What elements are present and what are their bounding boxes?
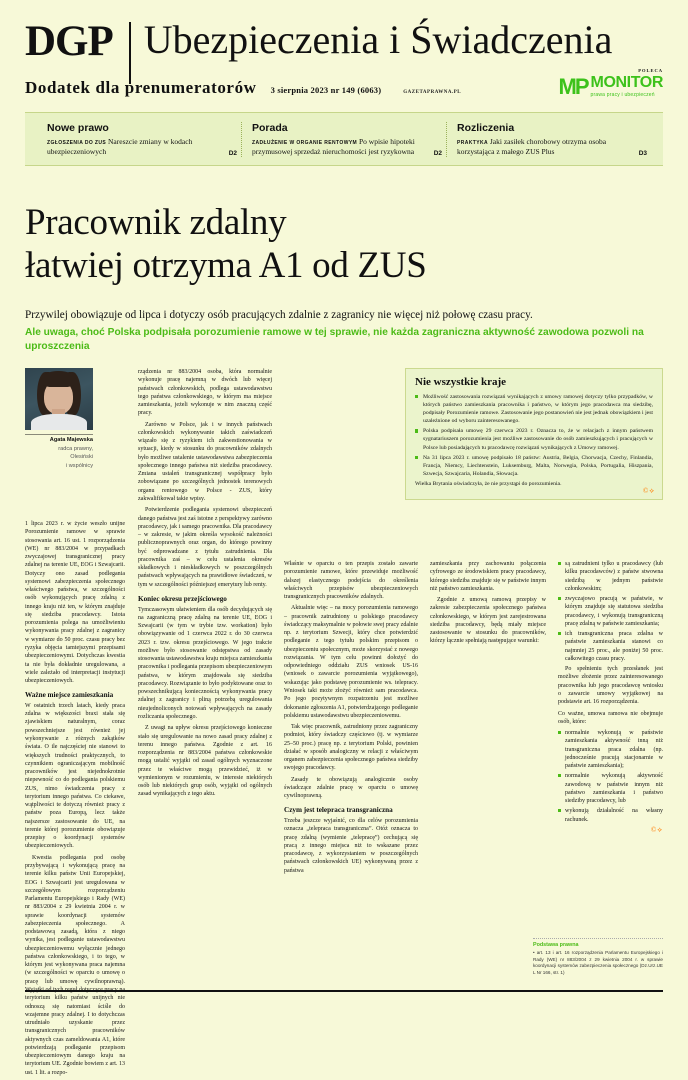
end-mark-icon: ©⟡ bbox=[643, 487, 655, 496]
teaser-page-ref: D3 bbox=[638, 150, 647, 158]
exclusions-list bbox=[558, 729, 663, 824]
paragraph: Potwierdzenie podlegania systemowi ubezpieczeń danego państwa jest zaś istotne z perspektywy zarówno pracodawcy, jak i samego pracownika. Dla pracodawcy – w zakresie, w jakim określa wysokość należności publicznoprawnych oraz organ, do którego powinny być odprowadzane z tytułu zatrudnienia. Dla pracownika zaś – w celu ustalenia okresów składkowych i nieskładkowych w poszczególnych państwach wpływających na prawidłowe świadczeń, w tym w szczególności późniejszej emerytury lub renty. bbox=[138, 507, 272, 588]
author-role-2: Olesiński bbox=[70, 454, 93, 461]
teaser-heading: Nowe prawo bbox=[47, 122, 109, 134]
article-column-4 bbox=[430, 560, 546, 649]
teaser-kicker: ZADŁUŻENIE W ORGANIE RENTOWYM bbox=[252, 140, 358, 146]
list-item bbox=[415, 454, 653, 478]
promo-name: MONITOR bbox=[590, 74, 663, 91]
article-column-2 bbox=[138, 368, 272, 802]
footer-rule bbox=[25, 990, 663, 992]
promo-label: POLECA bbox=[638, 68, 663, 73]
author-divider bbox=[25, 434, 93, 435]
teaser-item[interactable] bbox=[37, 122, 241, 157]
bullet-icon bbox=[558, 597, 561, 600]
article-column-1-text bbox=[25, 520, 125, 1080]
list-item-text: są zatrudnieni tylko u pracodawcy (lub kilku pracodawców) z państw stwowna siedzibą w jednym państwie członkowskim; bbox=[565, 561, 663, 592]
bullet-icon bbox=[558, 562, 561, 565]
promo-tagline: prawa pracy i ubezpieczeń bbox=[590, 92, 655, 98]
list-item bbox=[415, 393, 653, 425]
author-avatar bbox=[25, 368, 93, 430]
paragraph: zamieszkania przy zachowaniu połączenia cyfrowego ze środowiskiem pracy pracodawcy, którego siedziba znajduje się w państwie innym niż państwo zamieszkania. bbox=[430, 561, 546, 592]
article-column-5 bbox=[558, 560, 663, 836]
mp-logo-icon: MP bbox=[558, 73, 588, 99]
teaser-body bbox=[457, 137, 641, 157]
sidebox-list bbox=[415, 393, 653, 488]
paragraph: Tak więc pracownik, zatrudniony przez zagraniczny podmiot, który świadczy częściowo (tj. w wymiarze 25–50 proc.) pracę np. z terytorium Polski, powinien działać w sposób analogiczny w relacji z właściwym organem zabezpieczenia społecznego państwa siedziby swojego pracodawcy. bbox=[284, 724, 418, 772]
teaser-body bbox=[252, 137, 436, 157]
teaser-text: Nareszcie zmiany w kodach ubezpieczeniowych bbox=[47, 137, 193, 157]
list-item bbox=[558, 595, 663, 628]
teaser-item[interactable] bbox=[241, 122, 446, 157]
paragraph: Z uwagi na upływ okresu przejściowego konieczne stało się uregulowanie na nowo zasad pracy zdalnej z terenu innego państwa. Zgodnie z art. 16 rozporządzenia nr 883/2004 państwa członkowskie mogą ustalić wyjątki od zasad ogólnych wyznaczone przez te właściwe mogą przewidzieć, iż w wymienionym w rozumieniu, w interesie niektórych osób lub niektórych grup osób, wyjątki od ogólnych zasad wynikających z tego aktu. bbox=[138, 725, 272, 798]
paragraph: Tymczasowym ułatwieniem dla osób decydujących się na zagraniczną pracę zdalną na terenie UE, EOG i Szwajcarii (w tym w trybie tzw. workation) było obowiązywanie od 1 czerwca 2022 r. do 30 czerwca 2023 r. tzw. okresu przejściowego. W jego trakcie możliwe było stosowanie odstępstwa od zasady stosowania ustawodawstwa kraju miejsca zamieszkania pracownika i podlegania przepisom ubezpieczeniowym państwa, w którym znajdowała się siedziba pracodawcy. Rozwiązanie to było podyktowane oraz to powszechnikującą koniecznością wykonywania pracy zdalnej z zagranicy i pliną potrzebą uregulowania nieujednoliconych notowań wpływających na zasady rozliczania społecznego. bbox=[138, 606, 272, 720]
article-lede-highlight: Ale uwaga, choć Polska podpisała porozumienie ramowe w tej sprawie, nie każda zagraniczna aktywność zawodowa pozwoli na uproszczenia bbox=[25, 326, 644, 353]
list-item-text: Polska podpisała umowę 29 czerwca 2023 r. Oznacza to, że w relacjach z innym państwem sygnatariuszem porozumienia jest możliwe zastosowanie do osób zamieszkujących i pracujących w Polsce lub posiadających tu pracodawcę rozwiązań wynikających z Umowy ramowej. bbox=[423, 428, 653, 451]
article-column-1 bbox=[25, 368, 125, 470]
masthead-subline bbox=[25, 78, 461, 98]
list-item-text: zwyczajowo pracują w państwie, w którym znajduje się statutowa siedziba pracodawcy, i wykonują transgraniczną pracę zdalną w państwie zamieszkania; bbox=[565, 596, 663, 627]
list-item-text: ich transgraniczna praca zdalna w państwie zamieszkania stanowi co najmniej 25 proc., ale poniżej 50 proc. całkowitego czasu pracy. bbox=[565, 631, 663, 662]
bullet-icon bbox=[558, 632, 561, 635]
bullet-icon bbox=[558, 774, 561, 777]
subheading: Koniec okresu przejściowego bbox=[138, 594, 227, 603]
paragraph: Zgodnie z umową ramową przepisy w zakresie zabezpieczenia społecznego państwa członkowskiego, w którym jest zarejestrowana siedziba pracodawcy, będą miały miejsce zastosowanie w stosunku do pracowników, którzy łącznie spełniają następujące warunki: bbox=[430, 597, 546, 645]
author-role-1: radca prawny, bbox=[58, 445, 93, 452]
author-role-3: i wspólnicy bbox=[65, 462, 93, 469]
teaser-body bbox=[47, 137, 231, 157]
section-title: Ubezpieczenia i Świadczenia bbox=[143, 17, 613, 62]
author-name: Agata Majewska bbox=[49, 437, 93, 443]
end-mark-icon: ©⟡ bbox=[651, 825, 663, 834]
paragraph: Właśnie w oparciu o ten przepis zostało zawarte porozumienie ramowe, które przewiduje możliwość dalszej elastycznego podejścia do określenia właściwych przepisów ubezpieczeniowych transgranicznych pracowników zdalnych. bbox=[284, 561, 418, 601]
teaser-item[interactable] bbox=[446, 122, 651, 157]
paragraph: Zasady te obowiązują analogicznie osoby świadczące zdalnie pracę w oparciu o umowę cywilnoprawną. bbox=[284, 776, 418, 800]
bullet-icon bbox=[415, 395, 418, 398]
list-item bbox=[558, 729, 663, 770]
teaser-kicker: PRAKTYKA bbox=[457, 140, 488, 146]
paragraph: Co ważne, umowa ramowa nie obejmuje osób, które: bbox=[558, 710, 663, 725]
paragraph: W ostatnich trzech latach, kiedy praca zdalna w większości braxi stała się zjawiskiem naturalnym, coraz powszechniejsze jest również jej wykonywanie z różnych zakątków świata. O ile najczęściej nie stanowi to większych trudności praktycznych, to czynnikiem ograniczającym mobilność pracowników jest niejednokrotnie niepewność co do podlegania polskiemu ZUS, nimo świadczenia pracy z terytorium innego państwa. Co ciekawe, wątpliwości te dotyczą również pracy z państw poza Europą, lecz także najszersze zastosowanie do UE, na terenie której porozumienie obowiązuje przepisy o koordynacji systemów ubezpieczeniowych. bbox=[25, 702, 125, 850]
headline-line-2: łatwiej otrzyma A1 od ZUS bbox=[25, 244, 427, 286]
teaser-text: Po wpisie hipoteki przymusowej sprzedaż nieruchomości jest ryzykowna bbox=[252, 137, 415, 157]
paragraph: Po spełnieniu tych przesłanek jest możliwe złożenie przez zainteresowanego pracownika lub jego pracodawcę wniosku o zawarcie umowy wyjątkowej na podstawie art. 16 rozporządzenia. bbox=[558, 666, 663, 706]
monitor-promo[interactable] bbox=[559, 68, 663, 98]
sidebar-box-countries bbox=[405, 368, 663, 500]
legal-basis-text: • art. 13 i art. 16 rozporządzenia Parlamentu Europejskiego i Rady (WE) nr 883/2004 z 29 kwietnia 2004 r. w sprawie koordynacji systemów zabezpieczenia społecznego (Dz.Urz.UE L Nr 166, str. 1) bbox=[533, 950, 663, 975]
list-item bbox=[558, 772, 663, 805]
issue-date: 3 sierpnia 2023 nr 149 (6063) bbox=[270, 85, 382, 95]
paragraph: Trzeba jeszcze wyjaśnić, co dla celów porozumienia oznacza „telepraca transgraniczna”. Otóż oznacza to pracę zdalną (wymienie „telepracę”) cechującą się pracą z innego miejsca niż to wskazane przez pracodawcę, z wykorzystaniem w poszczególnych państwach członkowskich UE) wykonywaną przez z państwa bbox=[284, 818, 418, 874]
article-headline bbox=[25, 202, 663, 287]
supplement-label: Dodatek dla prenumeratorów bbox=[25, 78, 257, 97]
headline-line-1: Pracownik zdalny bbox=[25, 202, 287, 244]
subheading: Czym jest telepraca transgraniczna bbox=[284, 806, 393, 815]
bullet-icon bbox=[558, 809, 561, 812]
article-lede: Przywilej obowiązuje od lipca i dotyczy osób pracujących zdalnie z zagranicy nie więcej niż połowę czasu pracy. bbox=[25, 309, 533, 322]
list-item-text: normalnie wykonują aktywność zawodową w państwie innym niż państwo zamieszkania i państwo siedziby pracodawcy, lub bbox=[565, 773, 663, 805]
paragraph: 1 lipca 2023 r. w życie weszło unijne Porozumienie ramowe w sprawie stosowania art. 16 ust. 1 rozporządzenia (WE) nr 883/2004 w przypadkach zwyczajowej transgranicznej pracy zdalnej na terenie UE, EOG i Szwajcarii. Dotyczy ono zasad podlegania systemowi zabezpieczenia społecznego właściwego państwa, w szczególności osób wykonujących pracę zdalną z innego kraju niż ten, w którym znajduje się siedziba pracodawcy. Istota porozumienia polega na umożliwieniu wykonywania pracy zdalnej z zagranicy w wymiarze do 50 proc. czasu pracy bez ryzyka objęcia tamtejszymi przepisami ubezpieczeniowymi. Dotychczas kwestia ta nie była dokładnie uregulowana, a wiele zależało od interpretacji instytucji ubezpieczeniowych. bbox=[25, 521, 125, 685]
bullet-icon bbox=[415, 429, 418, 432]
bullet-icon bbox=[558, 731, 561, 734]
masthead-divider bbox=[129, 22, 131, 84]
list-item-text: normalnie wykonują w państwie zamieszkania aktywność inną niż transgraniczna praca zdalna (np. jednocześnie pracują stacjonarnie w państwie zamieszkania); bbox=[565, 730, 663, 770]
brand-logo: DGP bbox=[25, 18, 113, 65]
list-item bbox=[558, 560, 663, 593]
list-item-text: wykonują działalność na własny rachunek. bbox=[565, 808, 663, 823]
list-item bbox=[558, 807, 663, 824]
teaser-page-ref: D2 bbox=[228, 150, 237, 158]
legal-basis-box bbox=[533, 938, 663, 977]
paragraph: Zarówno w Polsce, jak i w innych państwach członkowskich wykonywanie takich zaświadczeń wiązało się z ryzykiem ich zakwestionowania w sytuacji, kiedy w stosunku do pracowników zdalnych było możliwe ustalenie ustawodawstwa zabezpieczenia społecznego innego państwa niż siedziba pracodawcy. Zmiana ustaleń transgranicznej współpracy było zobowiązane po szczególnych jednostek terenowych organu rentowego w Polsce - ZUS, który zakwalifikował takie wpisy. bbox=[138, 421, 272, 502]
teaser-text: Jaki zasiłek chorobowy otrzyma osoba korzystająca z małego ZUS Plus bbox=[457, 137, 607, 157]
teaser-heading: Porada bbox=[252, 122, 288, 134]
sidebox-heading: Nie wszystkie kraje bbox=[415, 376, 507, 388]
paragraph: Aktualnie więc – na mocy porozumienia ramowego – pracownik zatrudniony u polskiego pracodawcy świadczący maksymalnie w połowie swej pracy zdalnie np. z terytorium Szwecji, który chce potwierdzić podleganie z tego tytułu polskim przepisom o ubezpieczeniu społecznym, może skorzystać z nowego rozwiązania. W tym celu powinni dołożyć do odpowiedniego oddziału ZUS wniosek US-16 (wniosek o zawarcie porozumienia wyjątkowego), wskazując jako podstawę porozumienie ws. telepracy. Wniosek taki może złożyć również sam pracodawca. Po jego pozytywnym rozpatrzeniu jest możliwe dokonanie zgłoszenia A1, potwierdzającego podleganie polskiemu ustawodawstwu ubezpieczeniowemu. bbox=[284, 605, 418, 719]
paragraph: rządzenia nr 883/2004 osoba, która normalnie wykonuje pracę najemną w dwóch lub więcej państwach członkowskich, podlega ustawodawstwu tego państwa członkowskiego, w którym ma miejsce zamieszkania, jeżeli wykonuje w nim znaczną część pracy. bbox=[138, 369, 272, 417]
list-item-text: Możliwość zastosowania rozwiązań wynikających z umowy ramowej dotyczy tylko przypadków, w których państwo zamieszkania pracownika i państwo, w którym jego pracodawca ma siedzibę, podpisały Porozumienie ramowe. Zastosowanie jego postanowień nie jest jednak obowiązkiem i jest uzależnione od wyboru zainteresowanego. bbox=[423, 394, 653, 425]
list-item bbox=[558, 630, 663, 663]
list-item bbox=[415, 427, 653, 451]
teaser-bar bbox=[25, 112, 663, 166]
teaser-heading: Rozliczenia bbox=[457, 122, 515, 134]
subheading: Ważne miejsce zamieszkania bbox=[25, 691, 114, 700]
site-url[interactable]: GAZETAPRAWNA.PL bbox=[403, 90, 462, 95]
conditions-list bbox=[558, 560, 663, 663]
article-column-3 bbox=[284, 560, 418, 878]
teaser-kicker: ZGŁOSZENIA DO ZUS bbox=[47, 140, 107, 146]
list-item-text: Na 31 lipca 2023 r. umowę podpisało 18 państw: Austria, Belgia, Chorwacja, Czechy, Finlandia, Francja, Niemcy, Liechtenstein, Luksemburg, Malta, Norwegia, Polska, Portugalia, Hiszpania, Szwecja, Szwajcaria, Holandia, Słowacja. bbox=[423, 454, 653, 477]
teaser-page-ref: D2 bbox=[433, 150, 442, 158]
legal-basis-heading: Podstawa prawna bbox=[533, 942, 579, 948]
sidebox-footnote: Wielka Brytania oświadczyła, że nie przystąpi do porozumienia. bbox=[415, 480, 562, 487]
paragraph: Kwestia podlegania pod osobę przybywającą i wykonującą pracę na terenie kilku państw Unii Europejskiej, EOG i Szwajcarii jest uregulowana w szczegółowym rozporządzeniu Parlamentu Europejskiego i Rady (WE) nr 883/2004 z 29 kwietnia 2004 r. w sprawie koordynacji systemów zabezpieczenia społecznego. A podstawową zasadą, która z niego wynika, jest podleganie ustawodawstwu ubezpieczeniowemu wyłącznie jednego państwa członkowskiego, i to tego, w którym jest wykonywana praca najemna (w szczególności w oparciu o umowę o pracę lub umowę cywilnoprawną). Wyjątki od tych reguł dotyczące pracy na terytorium kilku państw unijnych nie odnoszą się natomiast ściśle do wzajemne pracy zdalnej. I to dotychczas utrudniało uzyskanie przez transgranicznych pracowników aktywnych czas zameldowania A1, które potwierdzają podleganie przepisom ubezpieczeniowym danego kraju na terytorium UE. Zgodnie bowiem z art. 13 ust. 1 lit. a rozpo- bbox=[25, 854, 125, 1076]
bullet-icon bbox=[415, 456, 418, 459]
